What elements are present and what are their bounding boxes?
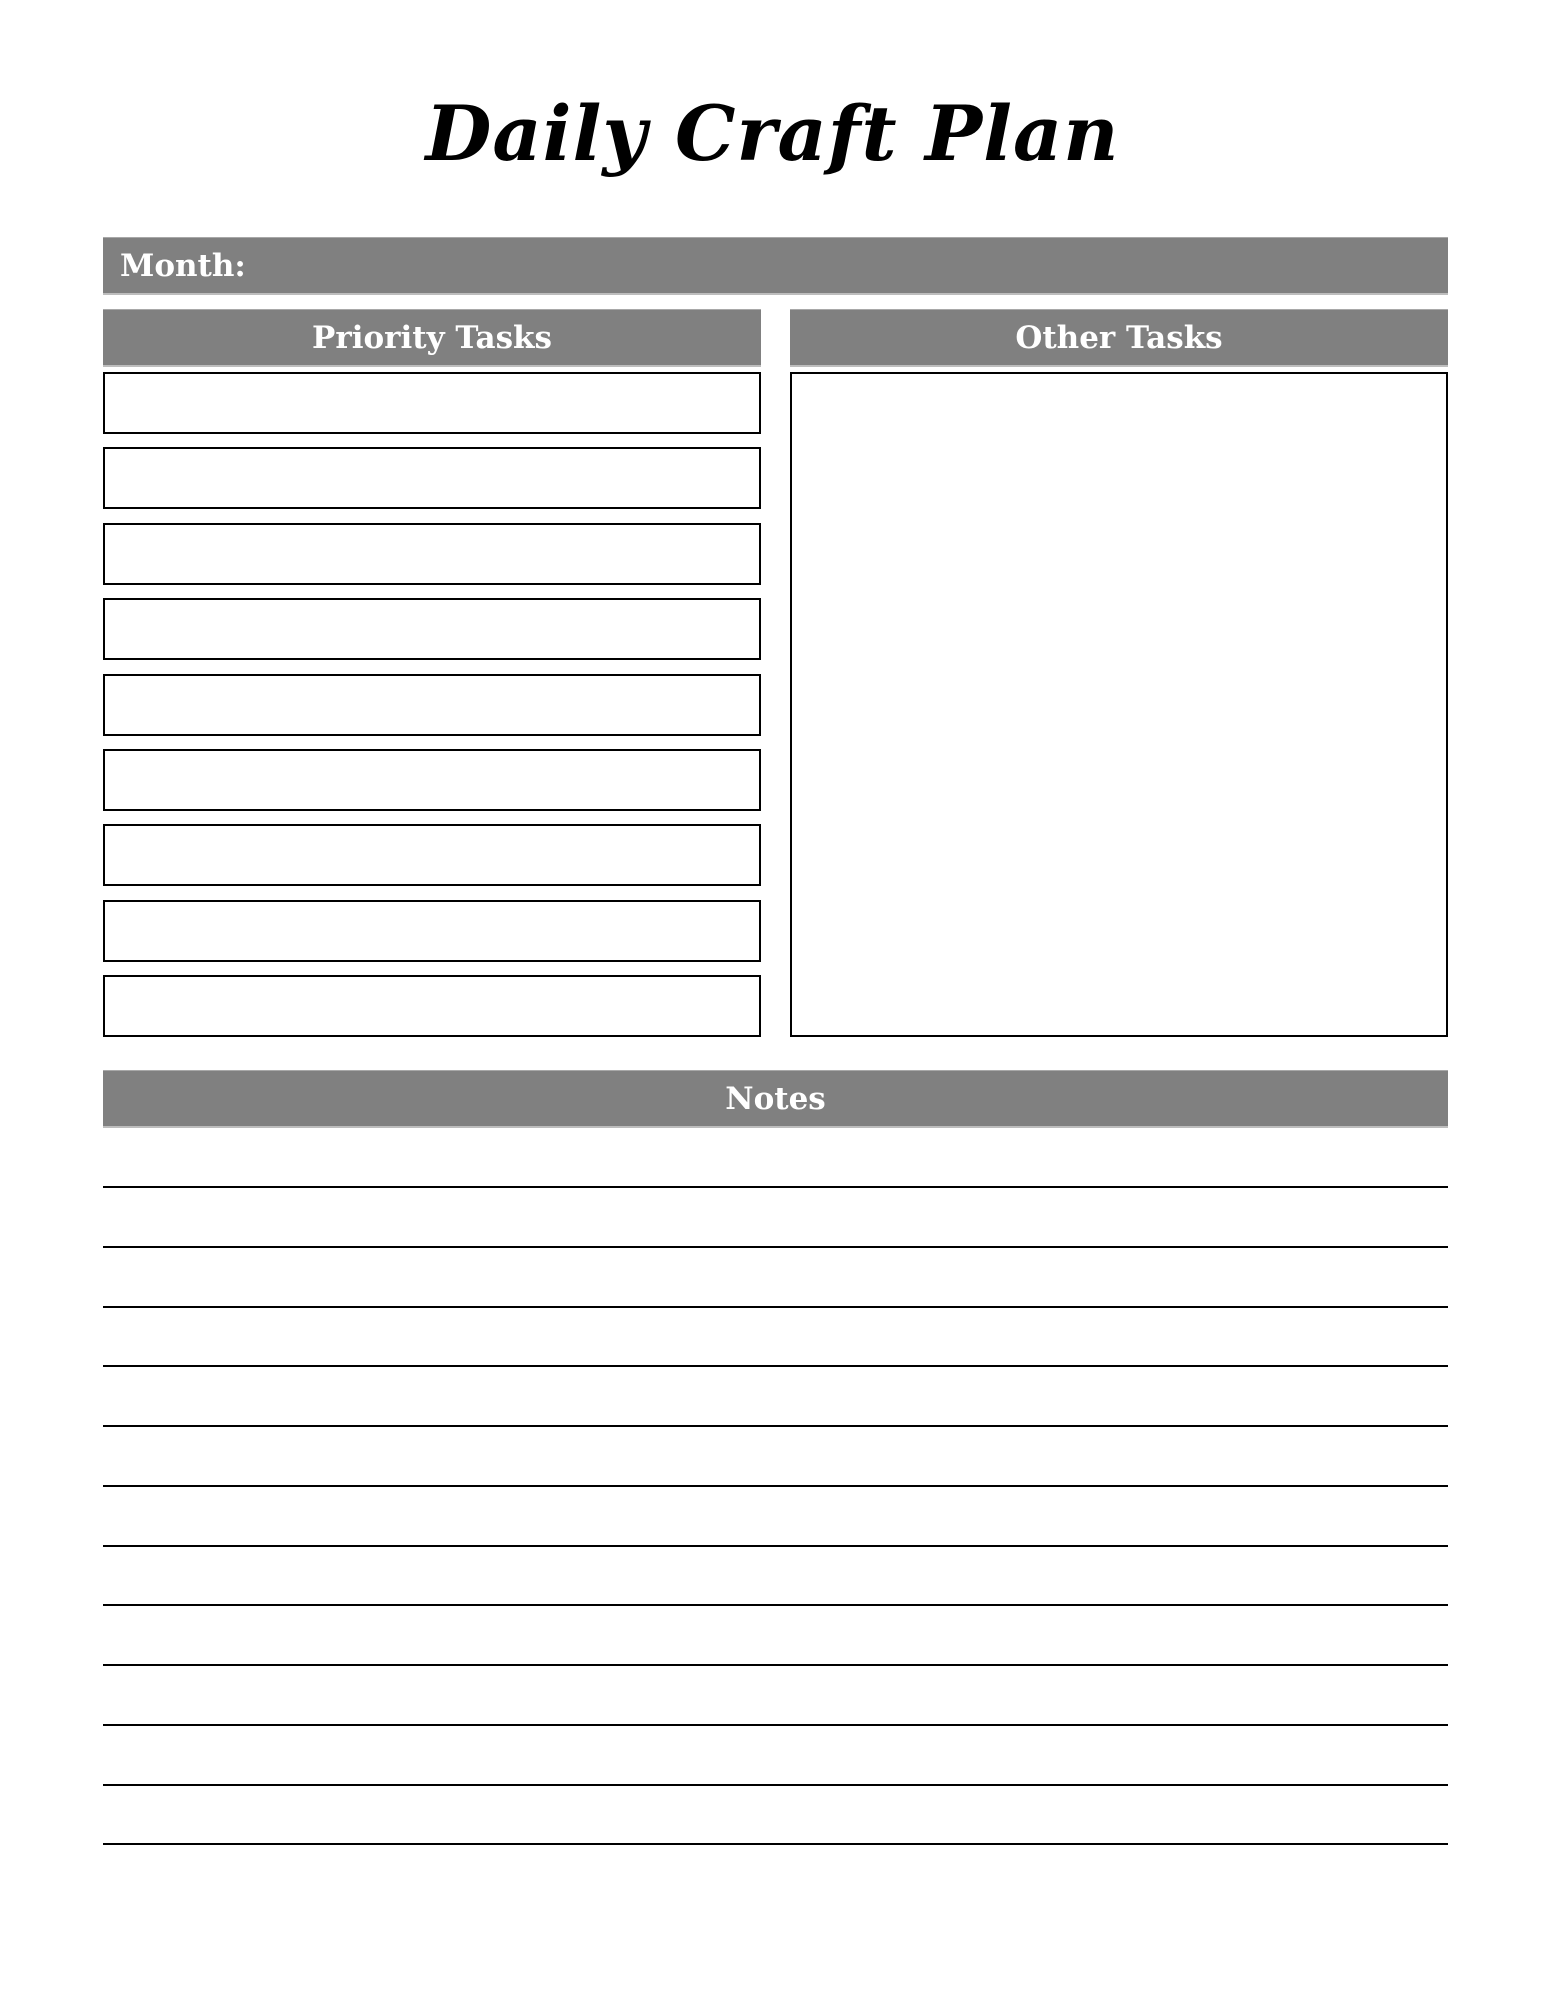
priority-task-box[interactable] [103, 975, 761, 1037]
priority-task-box[interactable] [103, 749, 761, 811]
notes-line[interactable] [103, 1604, 1448, 1606]
notes-line[interactable] [103, 1365, 1448, 1367]
priority-task-box[interactable] [103, 447, 761, 509]
notes-title: Notes [725, 1080, 826, 1117]
month-label: Month: [120, 247, 246, 284]
page-title: Daily Craft Plan [425, 89, 1120, 178]
notes-line[interactable] [103, 1425, 1448, 1427]
priority-task-box[interactable] [103, 674, 761, 736]
priority-task-box[interactable] [103, 824, 761, 886]
month-field[interactable] [103, 237, 1448, 295]
other-tasks-box[interactable] [790, 372, 1448, 1037]
priority-task-box[interactable] [103, 372, 761, 434]
notes-line[interactable] [103, 1306, 1448, 1308]
priority-tasks-header [103, 309, 761, 367]
notes-line[interactable] [103, 1246, 1448, 1248]
notes-line[interactable] [103, 1545, 1448, 1547]
priority-task-box[interactable] [103, 598, 761, 660]
notes-line[interactable] [103, 1485, 1448, 1487]
notes-header [103, 1070, 1448, 1128]
priority-tasks-title: Priority Tasks [312, 319, 552, 356]
other-tasks-title: Other Tasks [1015, 319, 1223, 356]
notes-line[interactable] [103, 1186, 1448, 1188]
notes-line[interactable] [103, 1843, 1448, 1845]
notes-line[interactable] [103, 1724, 1448, 1726]
priority-task-box[interactable] [103, 523, 761, 585]
priority-task-box[interactable] [103, 900, 761, 962]
notes-line[interactable] [103, 1784, 1448, 1786]
notes-line[interactable] [103, 1664, 1448, 1666]
other-tasks-header [790, 309, 1448, 367]
